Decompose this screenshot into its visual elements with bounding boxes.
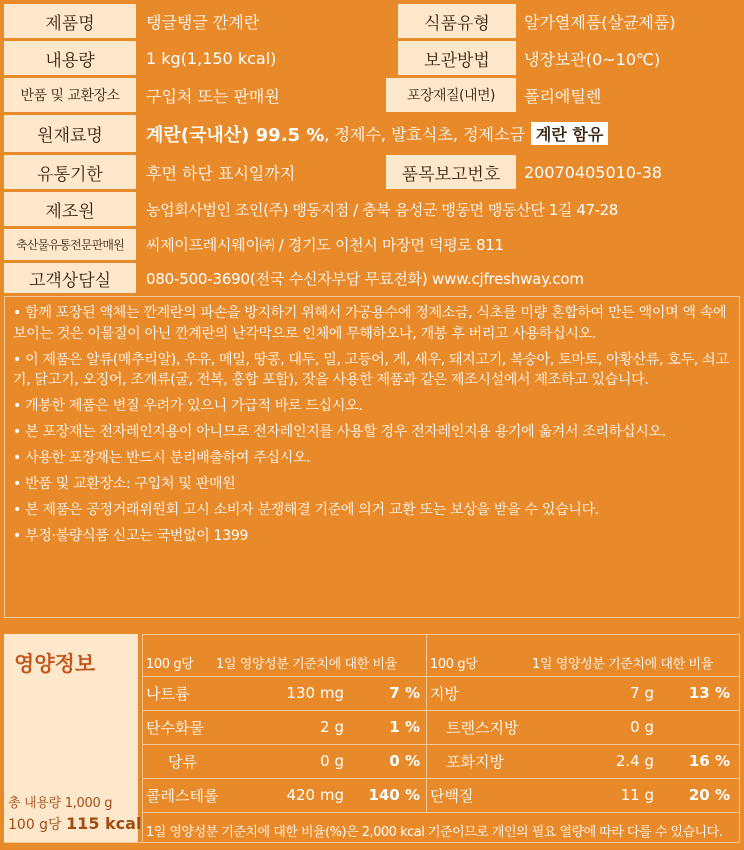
note-item: • 개봉한 제품은 변질 우려가 있으니 가급적 바로 드십시오. bbox=[13, 398, 363, 414]
left-per-header: 100 g당 bbox=[146, 656, 194, 672]
info-row-3 bbox=[4, 78, 740, 112]
nutrient-amount: 2 g bbox=[320, 718, 344, 736]
nutrient-pct: 16 % bbox=[688, 752, 730, 770]
nutrient-name: 단백질 bbox=[430, 786, 474, 805]
info-row-1 bbox=[4, 4, 740, 38]
allergen-badge: 계란 함유 bbox=[531, 122, 608, 145]
report-no: 20070405010-38 bbox=[524, 162, 663, 182]
return-place-label: 반품 및 교환장소 bbox=[4, 78, 136, 112]
note-item: • 본 포장재는 전자레인지용이 아니므로 전자레인지를 사용할 경우 전자레인지용 용기에 옮겨서 조리하십시오. bbox=[13, 424, 666, 440]
nutrient-amount: 420 mg bbox=[286, 786, 344, 804]
manufacturer-label: 제조원 bbox=[4, 192, 136, 226]
food-type-label: 식품유형 bbox=[398, 4, 516, 38]
storage: 냉장보관(0~10℃) bbox=[524, 49, 661, 69]
nutrient-name: 탄수화물 bbox=[146, 718, 204, 737]
nutrient-pct: 7 % bbox=[389, 684, 420, 702]
nutrient-row bbox=[426, 744, 740, 778]
nutrient-row bbox=[142, 710, 426, 744]
nutrition-footnote: 1일 영양성분 기준치에 대한 비율(%)은 2,000 kcal 기준이므로 개인의 필요 열량에 따라 다를 수 있습니다. bbox=[146, 824, 723, 840]
note-item: • 본 제품은 공정거래위원회 고시 소비자 분쟁해결 기준에 의거 교환 또는 보상을 받을 수 있습니다. bbox=[13, 502, 599, 518]
info-row-cs bbox=[4, 263, 740, 293]
right-ratio-header: 1일 영양성분 기준치에 대한 비율 bbox=[532, 656, 713, 672]
nutrient-row bbox=[142, 676, 426, 710]
nutrition-per-100g bbox=[8, 814, 141, 834]
nutrient-pct: 0 % bbox=[389, 752, 420, 770]
seller: 씨제이프레시웨이㈜ / 경기도 이천시 마장면 덕평로 811 bbox=[146, 236, 504, 254]
nutrient-amount: 2.4 g bbox=[615, 752, 654, 770]
manufacturer: 농업회사법인 조인(주) 맹동지점 / 충북 음성군 맹동면 맹동산단 1길 47-28 bbox=[146, 200, 618, 219]
nutrient-pct: 140 % bbox=[368, 786, 420, 804]
packaging-label: 포장재질(내면) bbox=[386, 78, 516, 112]
storage-label: 보관방법 bbox=[398, 41, 516, 75]
nutrient-name: 콜레스테롤 bbox=[146, 786, 219, 805]
nutrient-row bbox=[142, 744, 426, 778]
per-kcal: 115 kcal bbox=[66, 814, 142, 833]
nutrient-name: 지방 bbox=[430, 684, 459, 703]
nutrient-name: 포화지방 bbox=[446, 752, 504, 771]
ingredients-main: 계란(국내산) 99.5 % bbox=[146, 124, 325, 146]
seller-label: 축산물유통전문판매원 bbox=[4, 229, 136, 260]
ingredients-rest: , 정제수, 발효식초, 정제소금 bbox=[324, 125, 525, 144]
nutrient-amount: 11 g bbox=[620, 786, 654, 804]
per-prefix: 100 g당 bbox=[8, 817, 62, 833]
cs: 080-500-3690(전국 수신자부담 무료전화) www.cjfreshway.com bbox=[146, 269, 584, 288]
return-place: 구입처 또는 판매원 bbox=[146, 86, 280, 106]
nutrition-title: 영양정보 bbox=[14, 652, 96, 676]
grid-line bbox=[4, 842, 740, 843]
info-row-manufacturer bbox=[4, 192, 740, 226]
product-name: 탱글탱글 깐계란 bbox=[146, 12, 260, 32]
info-row-seller bbox=[4, 229, 740, 260]
left-ratio-header: 1일 영양성분 기준치에 대한 비율 bbox=[216, 656, 397, 672]
nutrition-total: 총 내용량 1,000 g bbox=[8, 796, 113, 811]
nutrient-amount: 0 g bbox=[630, 718, 654, 736]
nutrient-name: 나트륨 bbox=[146, 684, 190, 703]
info-row-2 bbox=[4, 41, 740, 75]
volume: 1 kg(1,150 kcal) bbox=[146, 48, 277, 68]
expiry: 후면 하단 표시일까지 bbox=[146, 163, 296, 183]
volume-label: 내용량 bbox=[4, 41, 136, 75]
nutrient-amount: 0 g bbox=[320, 752, 344, 770]
report-no-label: 품목보고번호 bbox=[386, 155, 516, 189]
nutrient-amount: 7 g bbox=[630, 684, 654, 702]
food-type: 알가열제품(살균제품) bbox=[524, 12, 676, 32]
product-name-label: 제품명 bbox=[4, 4, 136, 38]
note-item: • 반품 및 교환장소: 구입처 및 판매원 bbox=[13, 476, 236, 492]
right-per-header: 100 g당 bbox=[430, 656, 478, 672]
notes-box bbox=[4, 296, 740, 618]
nutrient-name: 당류 bbox=[168, 752, 197, 771]
nutrient-pct: 20 % bbox=[688, 786, 730, 804]
nutrient-name: 트랜스지방 bbox=[446, 718, 519, 737]
ingredients bbox=[138, 115, 740, 152]
note-item: • 사용한 포장재는 반드시 분리배출하여 주십시오. bbox=[13, 450, 311, 466]
note-item: • 함께 포장된 액체는 깐계란의 파손을 방지하기 위해서 가공용수에 정제소금, 식초를 미량 혼합하여 만든 액이며 액 속에 보이는 것은 이물질이 아닌 깐계란의 난각막으로 인체에 무해하오나, 개봉 후 버리고 사용하십시오. bbox=[13, 305, 727, 342]
nutrient-row bbox=[426, 676, 740, 710]
nutrient-pct: 13 % bbox=[688, 684, 730, 702]
nutrient-row bbox=[426, 778, 740, 812]
grid-line bbox=[142, 812, 740, 813]
expiry-label: 유통기한 bbox=[4, 155, 136, 189]
nutrient-amount: 130 mg bbox=[286, 684, 344, 702]
grid-line bbox=[142, 634, 740, 635]
info-row-5 bbox=[4, 155, 740, 189]
info-row-ingredients bbox=[4, 115, 740, 152]
nutrient-pct: 1 % bbox=[389, 718, 420, 736]
nutrient-row bbox=[142, 778, 426, 812]
cs-label: 고객상담실 bbox=[4, 263, 136, 293]
ingredients-label: 원재료명 bbox=[4, 115, 136, 152]
note-item: • 부정·불량식품 신고는 국번없이 1399 bbox=[13, 528, 249, 544]
packaging: 폴리에틸렌 bbox=[524, 86, 602, 106]
note-item: • 이 제품은 알류(메추리알), 우유, 메밀, 땅콩, 대두, 밀, 고등어, 게, 새우, 돼지고기, 복숭아, 토마토, 아황산류, 호두, 쇠고기, 닭고기, 오징어, 조개류(굴, 전복, 홍합 포함), 잣을 사용한 제품과 같은 제조시설에서 제조하고 있습니다. bbox=[13, 351, 729, 388]
nutrient-row bbox=[426, 710, 740, 744]
